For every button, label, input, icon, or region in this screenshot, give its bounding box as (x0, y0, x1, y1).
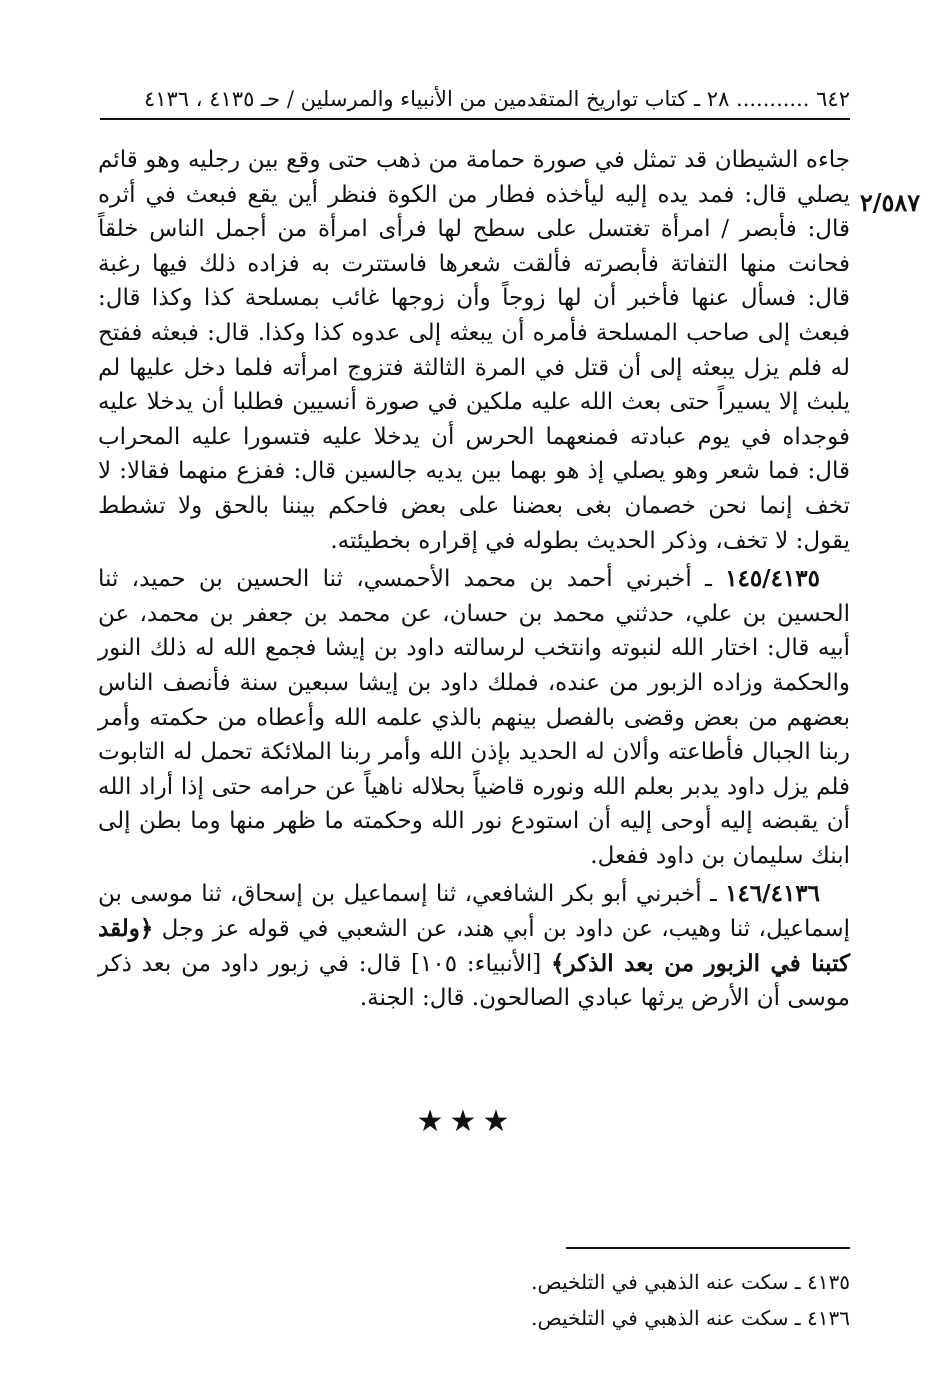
footnotes (98, 1264, 850, 1336)
main-text (98, 143, 850, 1016)
header-title: ........... ٢٨ ـ كتاب تواريخ المتقدمين من الأنبياء والمرسلين / حـ ٤١٣٥ ، ٤١٣٦ (143, 87, 810, 111)
hadith-text: ـ أخبرني أبو بكر الشافعي، ثنا إسماعيل بن إسحاق، ثنا موسى بن إسماعيل، ثنا وهيب، عن داود بن أبي هند، عن الشعبي في قوله عز وجل (98, 881, 850, 943)
hadith-text-end: [الأنبياء: ١٠٥] قال: في زبور داود من بعد ذكر موسى أن الأرض يرثها عبادي الصالحون. قال: الجنة. (98, 950, 850, 1012)
footnote-divider (566, 1247, 850, 1249)
hadith-4135 (98, 562, 850, 873)
hadith-number: ١٤٥/٤١٣٥ (725, 565, 820, 593)
section-separator: ★★★ (416, 1104, 516, 1139)
page-number: ٦٤٢ (816, 87, 850, 111)
quran-quote: ﴿ولقد كتبنا في الزبور من بعد الذكر﴾ (98, 915, 850, 977)
hadith-number: ١٤٦/٤١٣٦ (725, 880, 820, 908)
hadith-text: ـ أخبرني أحمد بن محمد الأحمسي، ثنا الحسين بن حميد، ثنا الحسين بن علي، حدثني محمد بن حسان، عن محمد بن جعفر بن محمد، عن أبيه قال: اختار الله لنبوته وانتخب لرسالته داود بن إيشا فجمع الله له ذلك النور والحكمة وزاده الزبور من عنده، فملك داود بن إيشا سبعين سنة فأنصف الناس بعضهم من بعض وقضى بالفصل بينهم بالذي علمه الله وأعطاه من حكمته وأمر ربنا الجبال فأطاعته وألان له الحديد بإذن الله وأمر ربنا الملائكة تحمل له التابوت فلم يزل داود يدبر بعلم الله ونوره قاضياً بحلاله ناهياً عن حرامه حتى إذا أراد الله أن يقبضه إليه أوحى إليه أن استودع نور الله وحكمته ما ظهر منها وما بطن إلى ابنك سليمان بن داود ففعل. (98, 566, 850, 869)
footnote-item: ٤١٣٥ ـ سكت عنه الذهبي في التلخيص. (531, 1270, 850, 1294)
hadith-4136 (98, 877, 850, 1015)
hadith-continuation: جاءه الشيطان قد تمثل في صورة حمامة من ذهب حتى وقع بين رجليه وهو قائم يصلي قال: فمد يده إليه ليأخذه فطار من الكوة فنظر أين يقع فبعث في أثره قال: فأبصر / امرأة تغتسل على سطح لها فرأى امرأة من أجمل الناس خلقاً فحانت منها التفاتة فأبصرته فألقت شعرها فاستترت به فزاده ذلك فيها رغبة قال: فسأل عنها فأخبر أن لها زوجاً وأن زوجها غائب بمسلحة كذا وكذا قال: فبعث إلى صاحب المسلحة فأمره أن يبعثه إلى عدوه كذا وكذا. قال: فبعثه ففتح له فلم يزل يبعثه إلى أن قتل في المرة الثالثة فتزوج امرأته فلما دخل عليها لم يلبث إلا يسيراً حتى بعث الله عليه ملكين في صورة أنسيين فطلبا أن يدخلا عليه فوجداه في يوم عبادته فمنعهما الحرس أن يدخلا عليه فتسورا عليه المحراب قال: فما شعر وهو يصلي إذ هو بهما بين يديه جالسين قال: ففزع منهما فقالا: لا تخف إنما نحن خصمان بغى بعضنا على بعض فاحكم بيننا بالحق ولا تشطط يقول: لا تخف، وذكر الحديث بطوله في إقراره بخطيئته. (98, 147, 850, 554)
running-header (100, 84, 850, 120)
footnote-item: ٤١٣٦ ـ سكت عنه الذهبي في التلخيص. (531, 1306, 850, 1330)
margin-page-reference: ٢/٥٨٧ (859, 188, 921, 217)
